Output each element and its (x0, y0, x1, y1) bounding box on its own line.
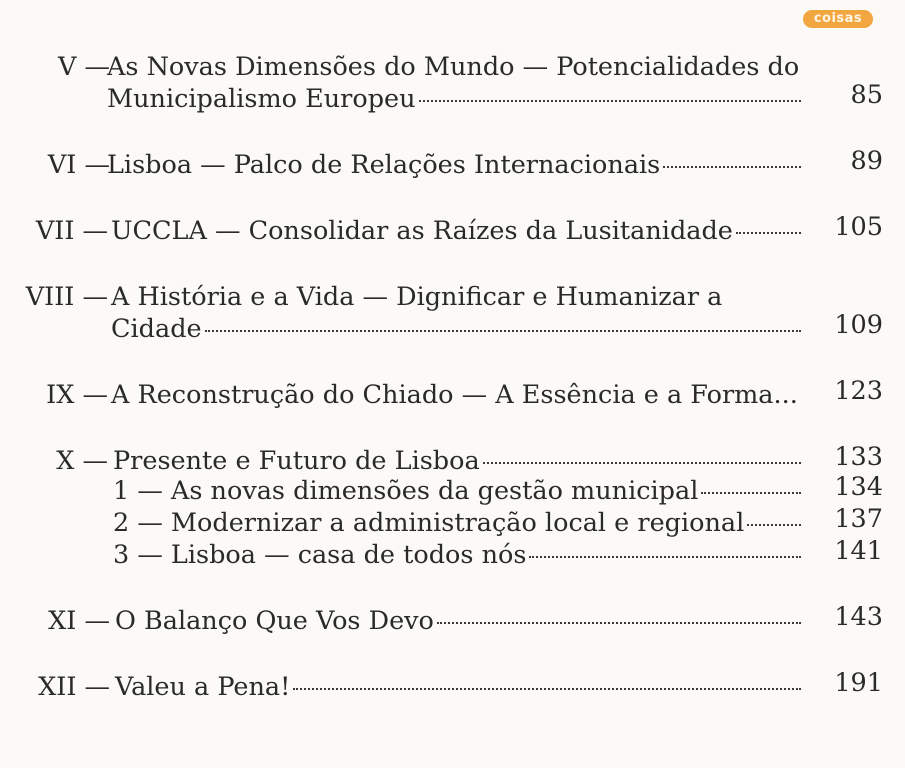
chapter-title-text: Lisboa — Palco de Relações Internacionais (107, 150, 661, 180)
toc-entry-xi (0, 602, 905, 636)
chapter-title-text: As Novas Dimensões do Mundo — Potencialidades do (107, 52, 800, 82)
subentry-title-text: 1 — As novas dimensões da gestão municipal (113, 476, 699, 506)
chapter-title-line2 (107, 84, 803, 114)
chapter-numeral: VII — (35, 216, 108, 246)
page-number: 143 (834, 602, 883, 632)
chapter-numeral: VIII — (25, 282, 108, 312)
chapter-title-line2 (111, 314, 803, 344)
chapter-title (111, 216, 803, 246)
toc-entry-vii (0, 212, 905, 246)
chapter-title-line1 (107, 52, 800, 82)
page-number: 133 (834, 442, 883, 472)
dot-leader (293, 688, 801, 690)
dot-leader (529, 556, 801, 558)
page-number: 141 (834, 536, 883, 566)
chapter-title-text: O Balanço Que Vos Devo (115, 606, 434, 636)
subentry-title-text: 2 — Modernizar a administração local e regional (113, 508, 745, 538)
dot-leader (701, 492, 801, 494)
chapter-numeral: X — (56, 446, 108, 476)
chapter-title-text: A História e a Vida — Dignificar e Humanizar a (111, 282, 723, 312)
chapter-numeral: VI — (47, 150, 110, 180)
chapter-title-text: Valeu a Pena! (115, 672, 291, 702)
chapter-title-text: Cidade (111, 314, 202, 344)
toc-subentry-1 (0, 472, 905, 506)
watermark-logo: coisas (803, 10, 873, 28)
toc-entry-v (0, 52, 905, 82)
chapter-title-text: A Reconstrução do Chiado — A Essência e a Forma... (111, 380, 798, 410)
toc-entry-ix (0, 376, 905, 410)
dot-leader (663, 166, 801, 168)
page-number: 191 (834, 668, 883, 698)
chapter-numeral: XII — (38, 672, 110, 702)
subentry-title (113, 476, 803, 506)
toc-entry-v-line2 (0, 80, 905, 114)
chapter-numeral: IX — (46, 380, 108, 410)
page-number: 137 (834, 504, 883, 534)
subentry-title (113, 540, 803, 570)
chapter-title-text: UCCLA — Consolidar as Raízes da Lusitanidade (111, 216, 733, 246)
subentry-title (113, 508, 803, 538)
dot-leader (205, 330, 801, 332)
toc-subentry-3 (0, 536, 905, 570)
chapter-title (113, 446, 803, 476)
toc-entry-viii-line2 (0, 310, 905, 344)
chapter-title (107, 150, 803, 180)
toc-entry-xii (0, 668, 905, 702)
page-number: 123 (834, 376, 883, 406)
dot-leader (437, 622, 801, 624)
chapter-title (115, 606, 803, 636)
chapter-title-line1 (111, 282, 801, 312)
dot-leader (747, 524, 801, 526)
chapter-numeral: V — (57, 52, 110, 82)
chapter-title-text: Municipalismo Europeu (107, 84, 416, 114)
toc-entry-vi (0, 146, 905, 180)
subentry-title-text: 3 — Lisboa — casa de todos nós (113, 540, 527, 570)
toc-entry-x (0, 442, 905, 476)
toc-subentry-2 (0, 504, 905, 538)
dot-leader (419, 100, 801, 102)
page-number: 105 (834, 212, 883, 242)
page-number: 109 (834, 310, 883, 340)
page-number: 85 (850, 80, 883, 110)
page-number: 89 (850, 146, 883, 176)
chapter-title-text: Presente e Futuro de Lisboa (113, 446, 480, 476)
toc-entry-viii (0, 282, 905, 312)
chapter-title (115, 672, 803, 702)
dot-leader (483, 462, 801, 464)
chapter-numeral: XI — (48, 606, 110, 636)
dot-leader (736, 232, 801, 234)
chapter-title (111, 380, 803, 410)
page-number: 134 (834, 472, 883, 502)
